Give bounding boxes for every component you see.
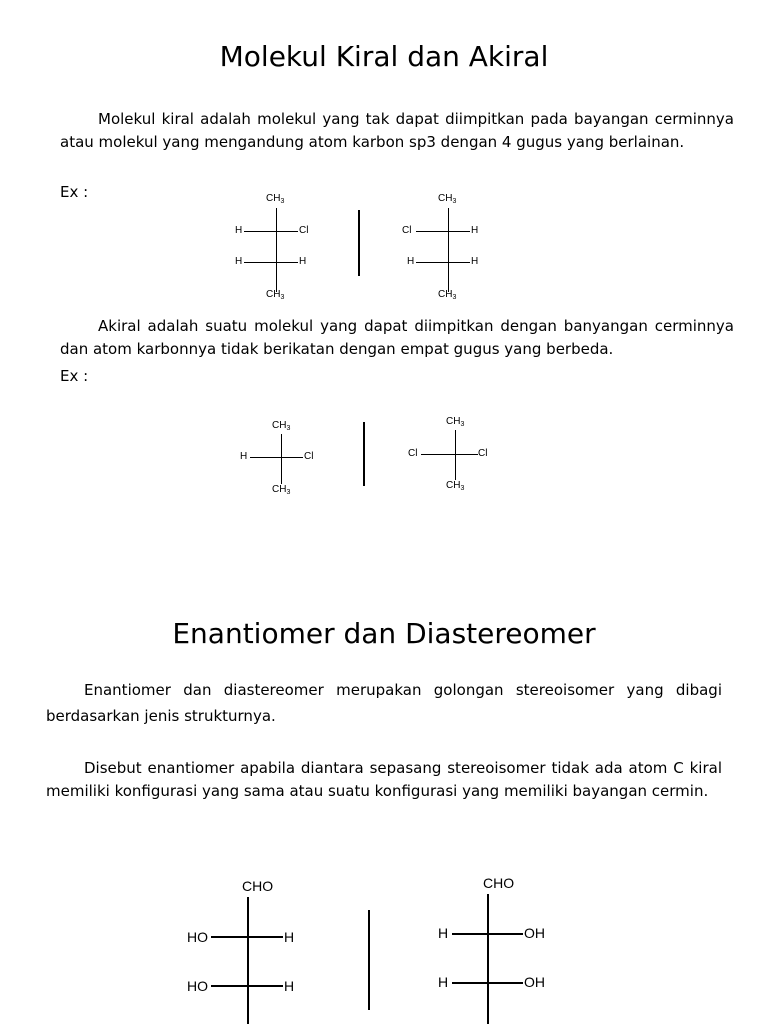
ch3-top-label: $CH_3$ — [272, 420, 291, 432]
mirror-line — [368, 910, 370, 1010]
page-title-chiral: Molekul Kiral dan Akiral — [219, 40, 549, 73]
intro-paragraph: Enantiomer dan diastereomer merupakan golongan stereoisomer yang dibagi berdasarkan jenis strukturnya. — [46, 681, 722, 725]
ch3-top-label: $CH_3$ — [446, 416, 465, 428]
cl-label: Cl — [304, 451, 314, 462]
mirror-line — [363, 422, 365, 486]
example-label-2: Ex : — [60, 367, 89, 385]
cl-label: Cl — [408, 448, 418, 459]
ch3-top-label: $CH_3$ — [266, 193, 285, 205]
h-label: H — [407, 256, 415, 267]
enantiomer-definition: Disebut enantiomer apabila diantara sepasang stereoisomer tidak ada atom C kiral memiliki konfigurasi yang sama atau suatu konfigurasi yang memiliki bayangan cermin. — [46, 759, 722, 800]
h-label: H — [299, 256, 307, 267]
cho-label: CHO — [483, 875, 515, 891]
h-label: H — [438, 925, 449, 941]
mirror-line — [358, 210, 360, 276]
h-label: H — [471, 225, 479, 236]
h-label: H — [471, 256, 479, 267]
cho-label: CHO — [242, 878, 274, 894]
h-label: H — [438, 974, 449, 990]
h-label: H — [240, 451, 248, 462]
achiral-definition: Akiral adalah suatu molekul yang dapat diimpitkan dengan banyangan cerminnya dan atom karbonnya tidak berikatan dengan empat gugus yang berbeda. — [60, 317, 734, 358]
h-label: H — [235, 225, 243, 236]
cl-label: Cl — [478, 448, 488, 459]
h-label: H — [284, 978, 295, 994]
ho-label: HO — [187, 929, 208, 945]
page-title-enantiomer: Enantiomer dan Diastereomer — [172, 617, 596, 650]
cl-label: Cl — [402, 225, 412, 236]
ho-label: HO — [187, 978, 208, 994]
ch3-bottom-label: $CH_3$ — [446, 480, 465, 492]
oh-label: OH — [524, 974, 545, 990]
cl-label: Cl — [299, 225, 309, 236]
ch3-bottom-label: $CH_3$ — [266, 289, 285, 301]
chiral-definition: Molekul kiral adalah molekul yang tak dapat diimpitkan pada bayangan cerminnya atau molekul yang mengandung atom karbon sp3 dengan 4 gugus yang berlainan. — [60, 110, 734, 151]
ch3-top-label: $CH_3$ — [438, 193, 457, 205]
example-label-1: Ex : — [60, 183, 89, 201]
h-label: H — [235, 256, 243, 267]
ch3-bottom-label: $CH_3$ — [438, 289, 457, 301]
ch3-bottom-label: $CH_3$ — [272, 484, 291, 496]
oh-label: OH — [524, 925, 545, 941]
h-label: H — [284, 929, 295, 945]
